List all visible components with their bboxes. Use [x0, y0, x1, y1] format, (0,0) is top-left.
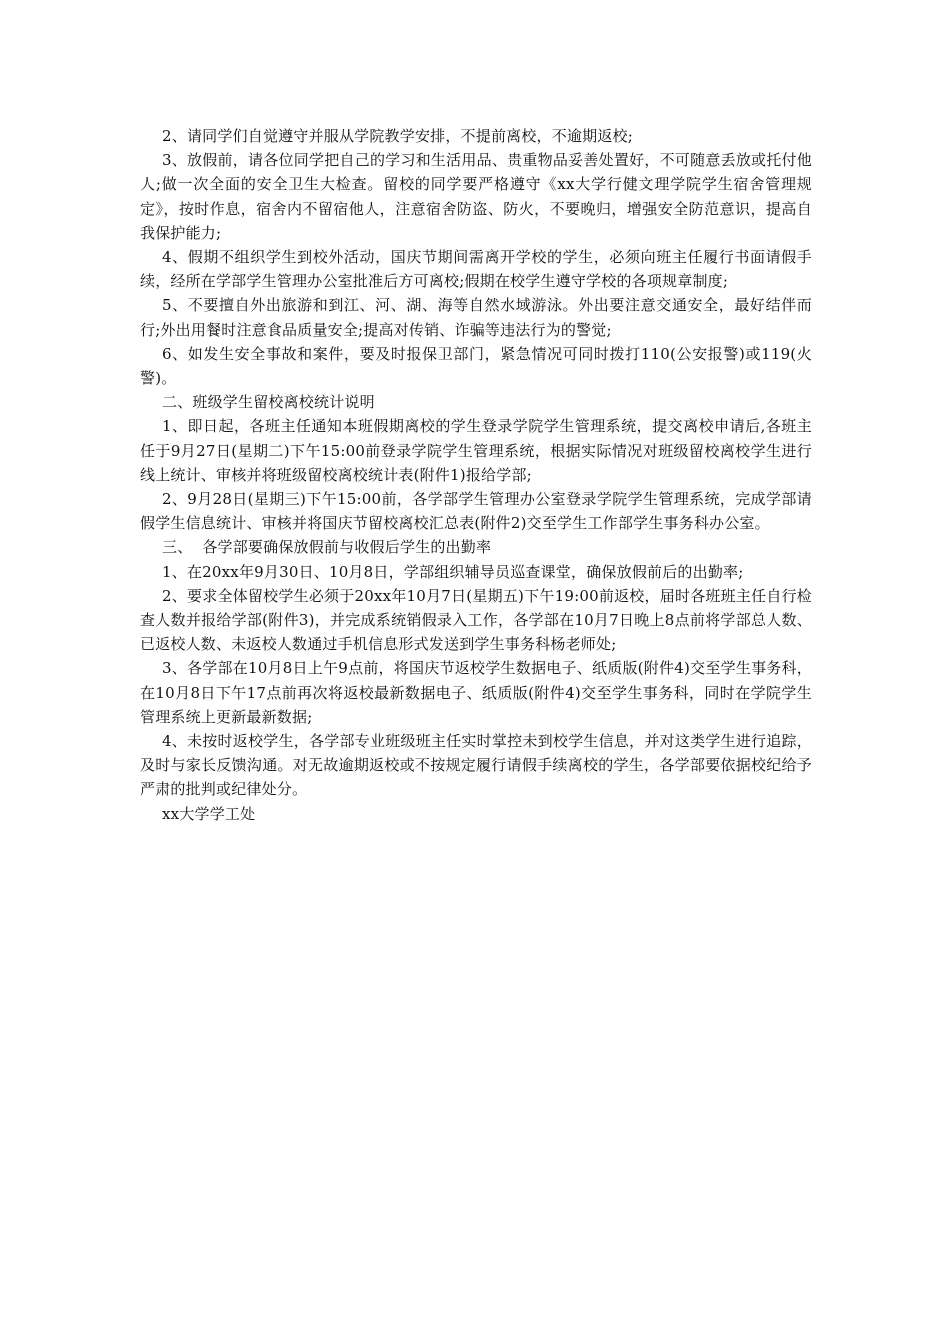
paragraph-attendance-1: 1、在20xx年9月30日、10月8日，学部组织辅导员巡查课堂，确保放假前后的出勤率;: [162, 562, 744, 581]
paragraph-rule-3: 3、放假前，请各位同学把自己的学习和生活用品、贵重物品妥善处置好，不可随意丢放或托付他人;做一次全面的安全卫生大检查。留校的同学要严格遵守《xx大学行健文理学院学生宿舍管理规定》，按时作息，宿舍内不留宿他人，注意宿舍防盗、防火，不要晚归，增强安全防范意识，提高自我保护能力;: [140, 151, 812, 242]
paragraph-rule-4: 4、假期不组织学生到校外活动，国庆节期间需离开学校的学生，必须向班主任履行书面请假手续，经所在学部学生管理办公室批准后方可离校;假期在校学生遵守学校的各项规章制度;: [140, 248, 812, 291]
paragraph-rule-5: 5、不要擅自外出旅游和到江、河、湖、海等自然水域游泳。外出要注意交通安全，最好结伴而行;外出用餐时注意食品质量安全;提高对传销、诈骗等违法行为的警觉;: [140, 296, 812, 339]
paragraph-rule-2: 2、请同学们自觉遵守并服从学院教学安排，不提前离校，不逾期返校;: [162, 127, 634, 145]
paragraph-stats-1: 1、即日起，各班主任通知本班假期离校的学生登录学院学生管理系统，提交离校申请后,各班主任于9月27日(星期二)下午15:00前登录学院学生管理系统，根据实际情况对班级留校离校学生进行线上统计、审核并将班级留校离校统计表(附件1)报给学部;: [140, 417, 812, 484]
signature-line: xx大学学工处: [162, 804, 256, 823]
paragraph-attendance-2: 2、要求全体留校学生必须于20xx年10月7日(星期五)下午19:00前返校，届时各班班主任自行检查人数并报给学部(附件3)，并完成系统销假录入工作，各学部在10月7日晚上8点前将学部总人数、已返校人数、未返校人数通过手机信息形式发送到学生事务科杨老师处;: [140, 586, 812, 654]
section-heading-3: 三、 各学部要确保放假前与收假后学生的出勤率: [162, 538, 492, 557]
paragraph-attendance-4: 4、未按时返校学生，各学部专业班级班主任实时掌控未到校学生信息，并对这类学生进行追踪，及时与家长反馈沟通。对无故逾期返校或不按规定履行请假手续离校的学生，各学部要依据校纪给予严肃的批判或纪律处分。: [140, 732, 812, 799]
paragraph-rule-6: 6、如发生安全事故和案件，要及时报保卫部门，紧急情况可同时拨打110(公安报警)或119(火警)。: [140, 344, 812, 388]
paragraph-stats-2: 2、9月28日(星期三)下午15:00前，各学部学生管理办公室登录学院学生管理系统，完成学部请假学生信息统计、审核并将国庆节留校离校汇总表(附件2)交至学生工作部学生事务科办公室。: [140, 490, 812, 533]
document-body: [140, 124, 812, 826]
paragraph-attendance-3: 3、各学部在10月8日上午9点前，将国庆节返校学生数据电子、纸质版(附件4)交至学生事务科，在10月8日下午17点前再次将返校最新数据电子、纸质版(附件4)交至学生事务科，同时在学院学生管理系统上更新最新数据;: [140, 659, 812, 726]
section-heading-2: 二、班级学生留校离校统计说明: [162, 393, 375, 412]
